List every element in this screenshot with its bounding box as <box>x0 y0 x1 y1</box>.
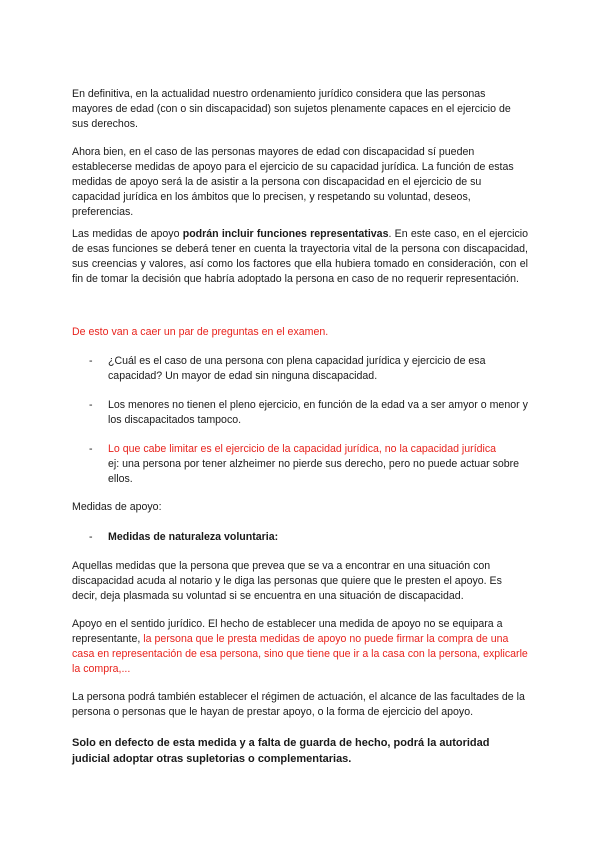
red-text: Lo que cabe limitar es el ejercicio de la capacidad jurídica, no la capacidad jurídica <box>108 443 497 455</box>
bullet-menores: Los menores no tienen el pleno ejercicio, en función de la edad va a ser amyor o menor y los discapacitados tampoco. <box>108 399 528 426</box>
medidas-label: Medidas de apoyo: <box>72 501 162 513</box>
paragraph-medidas-apoyo: Ahora bien, en el caso de las personas mayores de edad con discapacidad sí pueden establecerse medidas de apoyo para el ejercicio de su capacidad jurídica. La función de estas medidas de apoyo será la de asistir a la persona con discapacidad en el ejercicio de su capacidad jurídica en los ámbitos que lo precisen, y respetando su voluntad, deseos, preferencias. <box>72 146 514 218</box>
bullet-dash: - <box>89 443 93 455</box>
paragraph-sentido-juridico <box>72 617 528 677</box>
paragraph-capacidad: En definitiva, en la actualidad nuestro ordenamiento jurídico considera que las personas mayores de edad (con o sin discapacidad) son sujetos plenamente capaces en el ejercicio de sus derechos. <box>72 88 511 130</box>
bullet-dash: - <box>89 355 93 367</box>
paragraph-funciones-representativas <box>72 227 528 287</box>
bullet-dash: - <box>89 399 93 411</box>
bullet-limitar-ejercicio <box>108 442 528 487</box>
exam-note: De esto van a caer un par de preguntas en el examen. <box>72 326 329 338</box>
bullet-dash: - <box>89 531 93 543</box>
heading-naturaleza-voluntaria: Medidas de naturaleza voluntaria: <box>108 531 279 543</box>
text-segment: Apoyo en el sentido jurídico. El hecho de establecer una medida de apoyo no se equipara a representante, <box>72 618 503 645</box>
paragraph-final: Solo en defecto de esta medida y a falta de guarda de hecho, podrá la autoridad judicial adoptar otras supletorias o complementarias. <box>72 737 490 765</box>
paragraph-voluntaria: Aquellas medidas que la persona que prevea que se va a encontrar en una situación con discapacidad acuda al notario y le diga las personas que quiere que le presten el apoyo. Es decir, deja plasmada su voluntad si se encuentra en una situación de discapacidad. <box>72 560 502 602</box>
bold-text: podrán incluir funciones representativas <box>182 228 389 240</box>
text-segment: Las medidas de apoyo <box>72 228 183 240</box>
text-segment: . En este caso, en el ejercicio de esas funciones se deberá tener en cuenta la trayectoria vital de la persona con discapacidad, sus creencias y valores, así como los factores que ella hubiera tomado en consideración, con el fin de tomar la decisión que habría adoptado la persona en caso de no requerir representación. <box>72 228 529 285</box>
red-text: la persona que le presta medidas de apoyo no puede firmar la compra de una casa en representación de esa persona, sino que tiene que ir a la casa con la persona, explicarle la compra,... <box>72 633 528 675</box>
paragraph-regimen: La persona podrá también establecer el régimen de actuación, el alcance de las facultades de la persona o personas que le hayan de prestar apoyo, o la forma de ejercicio del apoyo. <box>72 691 525 718</box>
bullet-plena-capacidad: ¿Cuál es el caso de una persona con plena capacidad jurídica y ejercicio de esa capacidad? Un mayor de edad sin ninguna discapacidad. <box>108 355 486 382</box>
text-segment: ej: una persona por tener alzheimer no pierde sus derecho, pero no puede actuar sobre ellos. <box>108 458 520 485</box>
